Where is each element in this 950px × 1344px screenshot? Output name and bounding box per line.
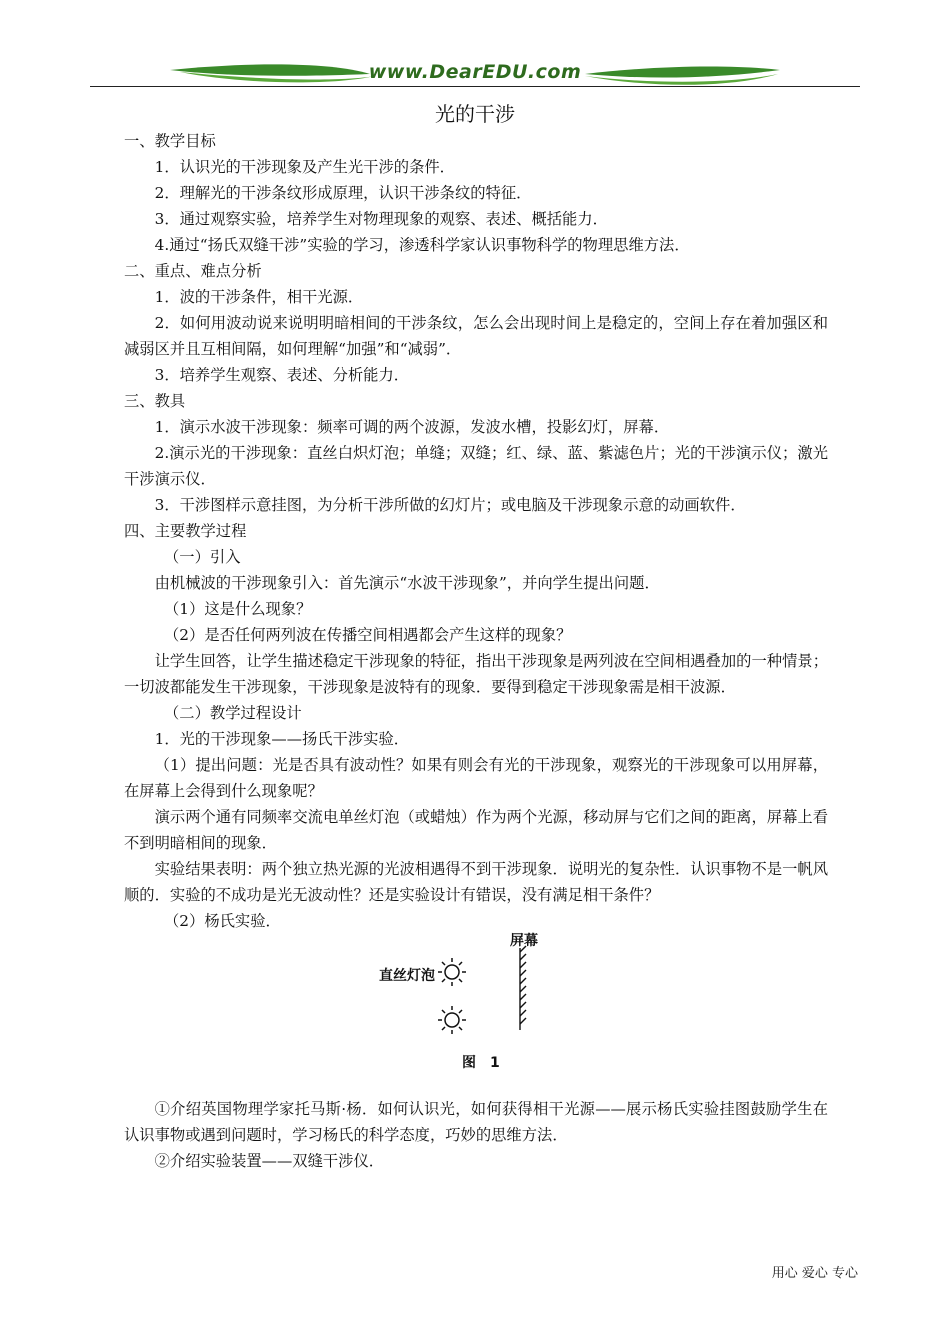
paragraph: 4.通过“扬氏双缝干涉”实验的学习，渗透科学家认识事物科学的物理思维方法． [154,236,690,254]
paragraph: 1．波的干涉条件，相干光源． [154,288,364,306]
document-body [124,128,828,1174]
paragraph: 让学生回答，让学生描述稳定干涉现象的特征，指出干涉现象是两列波在空间相遇叠加的一种情景；一切波都能发生干涉现象，干涉现象是波特有的现象．要得到稳定干涉现象需是相干波源． [124,652,828,696]
document-title: 光的干涉 [435,102,515,126]
lamp-label: 直丝灯泡 [379,968,435,984]
paragraph: ①介绍英国物理学家托马斯·杨．如何认识光，如何获得相干光源——展示杨氏实验挂图鼓励学生在认识事物或遇到问题时，学习杨氏的科学态度，巧妙的思维方法． [124,1100,828,1144]
paragraph: 1．演示水波干涉现象：频率可调的两个波源，发波水槽，投影幻灯，屏幕． [154,418,670,436]
subsection-heading: （2）杨氏实验． [164,912,281,930]
question-item: （2）是否任何两列波在传播空间相遇都会产生这样的现象？ [164,626,572,644]
paragraph: ②介绍实验装置——双缝干涉仪． [154,1152,385,1170]
paragraph: 实验结果表明：两个独立热光源的光波相遇得不到干涉现象．说明光的复杂性．认识事物不是一帆风顺的．实验的不成功是光无波动性？还是实验设计有错误，没有满足相干条件？ [124,860,828,904]
paragraph: 由机械波的干涉现象引入：首先演示“水波干涉现象”，并向学生提出问题． [154,574,660,592]
paragraph: 1．认识光的干涉现象及产生光干涉的条件． [154,158,455,176]
section-heading: 四、主要教学过程 [124,522,247,540]
section-heading: 三、教具 [124,392,186,410]
screen-shape [520,946,526,1030]
section-heading: 一、教学目标 [124,132,216,150]
sun-icon [438,958,466,986]
paragraph: （1）提出问题：光是否具有波动性？如果有则会有光的干涉现象，观察光的干涉现象可以用屏幕，在屏幕上会得到什么现象呢？ [124,756,828,800]
subsection-heading: （二）教学过程设计 [164,704,302,722]
paragraph: 3．通过观察实验，培养学生对物理现象的观察、表述、概括能力． [154,210,608,228]
sun-icon [438,1006,466,1034]
page-footer: 用心 爱心 专心 [771,1266,858,1281]
paragraph: 3．培养学生观察、表述、分析能力． [154,366,410,384]
screen-label: 屏幕 [510,933,538,949]
paragraph: 2．如何用波动说来说明明暗相间的干涉条纹，怎么会出现时间上是稳定的，空间上存在着加强区和减弱区并且互相间隔，如何理解“加强”和“减弱”． [124,314,828,358]
site-logo-text: www.DearEDU.com [368,61,582,83]
paragraph: 3．干涉图样示意挂图，为分析干涉所做的幻灯片；或电脑及干涉现象示意的动画软件． [154,496,746,514]
subsection-heading: （一）引入 [164,548,241,566]
page-header [90,56,860,90]
question-item: （1）这是什么现象？ [164,600,312,618]
header-rule [90,86,860,87]
figure-1 [124,933,828,1096]
section-heading: 二、重点、难点分析 [124,262,262,280]
paragraph: 演示两个通有同频率交流电单丝灯泡（或蜡烛）作为两个光源，移动屏与它们之间的距离，屏幕上看不到明暗相间的现象． [124,808,828,852]
paragraph: 2．理解光的干涉条纹形成原理，认识干涉条纹的特征． [154,184,532,202]
paragraph: 2.演示光的干涉现象：直丝白炽灯泡；单缝；双缝；红、绿、蓝、紫滤色片；光的干涉演示仪；激光干涉演示仪． [124,444,828,488]
paragraph: 1．光的干涉现象——扬氏干涉实验． [154,730,410,748]
figure-caption: 图 1 [462,1055,500,1071]
